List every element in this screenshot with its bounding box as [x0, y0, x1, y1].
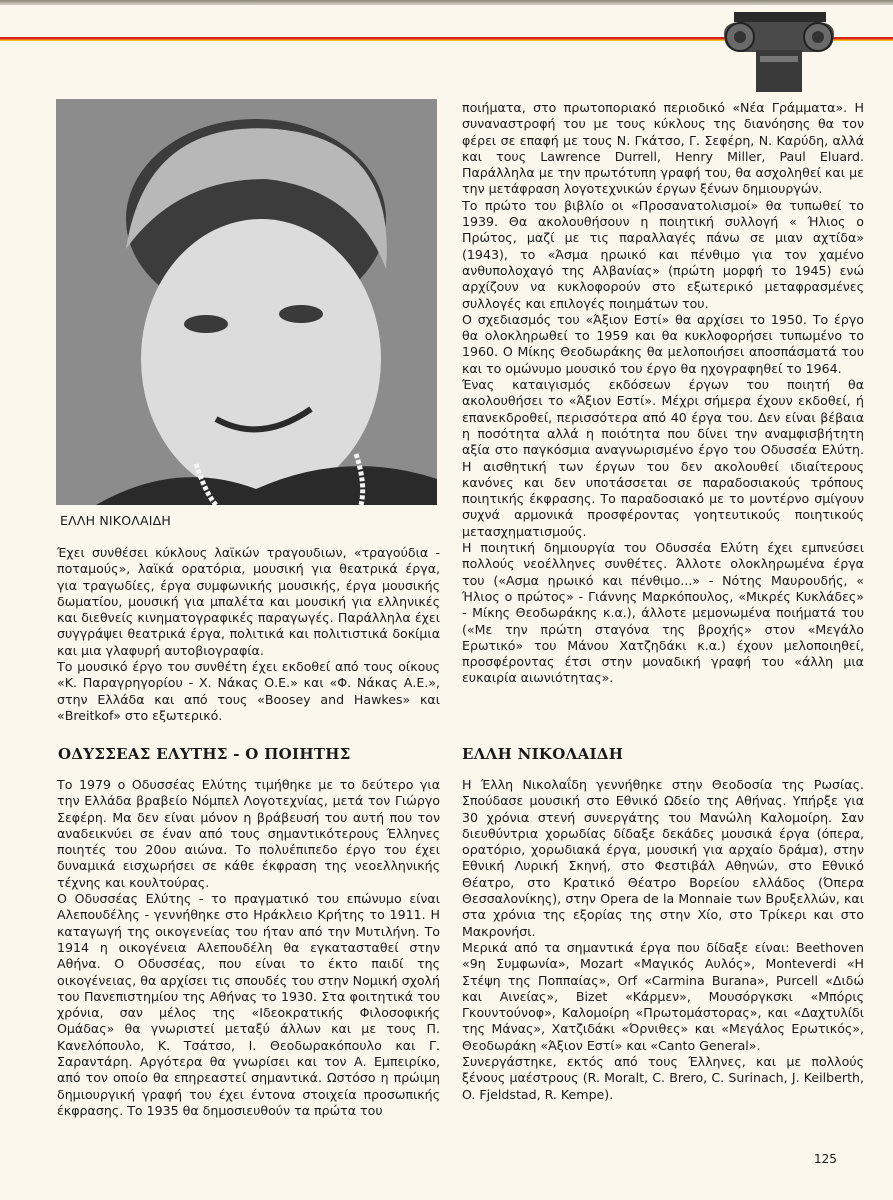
paragraph: Η Έλλη Νικολαΐδη γεννήθηκε στην Θεοδοσία της Ρωσίας. Σπούδασε μουσική στο Εθνικό Ωδείο της Αθήνας. Υπήρξε για 30 χρόνια στενή συνεργάτης του Μανώλη Καλομοίρη. Σαν διευθύντρια χορωδίας δίδαξε δεκάδες μουσικά έργα (όπερα, ορατόριο, χορωδιακά έργα, μουσική για αρχαίο δράμα), στην Εθνική Λυρική Σκηνή, στο Φεστιβάλ Αθηνών, στο Εθνικό Θέατρο, στο Κρατικό Θέατρο Βορείου ελλάδος (Όπερα Θεσσαλονίκης), στην Opera de la Monnaie των Βρυξελλών, και στα χρόνια της εξορίας της στην Χίο, στο Τρίκερι και στο Μακρονήσι. [462, 777, 864, 939]
paragraph: Το μουσικό έργο του συνθέτη έχει εκδοθεί από τους οίκους «Κ. Παραγρηγορίου - Χ. Νάκας Ο.Ε.» και «Φ. Νάκας Α.Ε.», στην Ελλάδα και από τους «Boosey and Hawkes» και «Breitkof» στο εξωτερικό. [57, 659, 440, 723]
paragraph: ποιήματα, στο πρωτοποριακό περιοδικό «Νέα Γράμματα». Η συναναστροφή του με τους κύκλους της διανόησης θα τον φέρει σε επαφή με τους Ν. Γκάτσο, Γ. Σεφέρη, Ν. Καρύδη, αλλά και τους Lawrence Durrell, Henry Miller, Paul Eluard. Παράλληλα με την πρωτότυπη γραφή του, θα ασχοληθεί και με την μετάφραση λογοτεχνικών έργων ξένων δημιουργών. [462, 100, 864, 197]
photo-caption: ΕΛΛΗ ΝΙΚΟΛΑΙΔΗ [60, 513, 171, 528]
paragraph: Έχει συνθέσει κύκλους λαϊκών τραγουδιων, «τραγούδια - ποταμούς», λαϊκά ορατόρια, μουσική για θεατρικά έργα, για τραγωδίες, έργα συμφωνικής μουσικής, έργα μουσικής δωματίου, μουσική για μπαλέτα και μουσική για ελληνικές και διεθνείς κινηματογραφικές παραγωγές. Παράλληλα έχει συγγράψει θεατρικά έργα, πολιτικά και πολιτιστικά δοκίμια και μια γλαφυρή αυτοβιογραφία. [57, 545, 440, 658]
section-heading-elytis: ΟΔΥΣΣΕΑΣ ΕΛΥΤΗΣ - Ο ΠΟΙΗΤΗΣ [58, 745, 351, 763]
paragraph: Ο Οδυσσέας Ελύτης - το πραγματικό του επώνυμο είναι Αλεπουδέλης - γεννήθηκε στο Ηράκλειο Κρήτης το 1911. Η καταγωγή της οικογενείας του ήταν από την Μυτιλήνη. Το 1914 η οικογένεια Αλεπουδέλη θα εγκατασταθεί στην Αθήνα. Ο Οδυσσέας, που είναι το έκτο παιδί της οικογένειας, θα αρχίσει τις σπουδές του στην Νομική σχολή του Πανεπιστημίου της Αθήνας το 1930. Στα φοιτητικά του χρόνια, σαν μέλος της «Ιδεοκρατικής Φιλοσοφικής Ομάδας» θα γνωριστεί μεταξύ άλλων και με τους Π. Κανελόπουλο, Κ. Τσάτσο, Ι. Θεοδωρακόπουλο και Γ. Σαραντάρη. Αργότερα θα γνωρίσει και τον Α. Εμπειρίκο, από τον οποίο θα επηρεαστεί σημαντικά. Ωστόσο η πρώιμη δημιουργική γραφή του έχει έντονα στοιχεία προσωπικής έκφρασης. Το 1935 θα δημοσιευθούν τα πρώτα του [57, 891, 440, 1118]
paragraph: Μερικά από τα σημαντικά έργα που δίδαξε είναι: Beethoven «9η Συμφωνία», Mozart «Μαγικός Αυλός», Monteverdi «Η Στέψη της Ποππαίας», Orf «Carmina Burana», Purcell «Διδώ και Αινείας», Bizet «Κάρμεν», Μουσόργκσκι «Μπόρις Γκουντούνοφ», Καλομοίρη «Πρωτομάστορας», και «Δαχτυλίδι της Μάνας», Χατζιδάκι «Όρνιθες» και «Μεγάλος Ερωτικός», Θεοδωράκη «Άξιον Εστί» και «Canto General». [462, 939, 864, 1053]
page-top-edge [0, 0, 893, 5]
ionic-column-capital-icon [720, 12, 838, 92]
right-continued-text [462, 100, 864, 687]
left-intro-text [57, 545, 440, 724]
paragraph: Ένας καταιγισμός εκδόσεων έργων του ποιητή θα ακολουθήσει το «Άξιον Εστί». Μέχρι σήμερα έχουν εκδοθεί, ή επανεκδροθεί, περισσότερα από 40 έργα του. Δεν είναι βέβαια η ποσότητα αλλά η ποιότητα που δίνει την αναμφισβήτητη αξία στο παγκόσμια αναγνωρισμένο έργο του Οδυσσέα Ελύτη. Η αισθητική των έργων του δεν ακολουθεί ιδιαίτερους κανόνες και δεν υποτάσσεται σε παραδοσιακούς τρόπους ποιητικής έκφρασης. Το παραδοσιακό με το μοντέρνο σμίγουν συχνά αρμονικά προσφέροντας γοητευτικούς ποιητικούς μετασχηματισμούς. [462, 377, 864, 539]
portrait-photo [56, 99, 437, 505]
right-section-text [462, 777, 864, 1103]
paragraph: Η ποιητική δημιουργία του Οδυσσέα Ελύτη έχει εμπνεύσει πολλούς νεοέλληνες συνθέτες. Άλλοτε ολοκληρωμένα έργα του («Ασμα ηρωικό και πένθιμο...» - Νότης Μαυρουδής, « Ήλιος ο πρώτος» - Γιάννης Μαρκόπουλος, «Μικρές Κυκλάδες» - Μίκης Θεοδωράκης κ.α.), άλλοτε μεμονωμένα ποιήματά του («Με την πρώτη σταγόνα της βροχής» στον «Μεγάλο Ερωτικό» του Μάνου Χατζηδάκι κ.α.) έχουν μελοποιηθεί, προσφέροντας έτσι στην μοναδική γραφή του «άλλη μια ευκαιρία αιωνιότητας». [462, 540, 864, 686]
paragraph: Ο σχεδιασμός του «Άξιον Εστί» θα αρχίσει το 1950. Το έργο θα ολοκληρωθεί το 1959 και θα κυκλοφορήσει τυπωμένο το 1960. Ο Μίκης Θεοδωράκης θα μελοποιήσει αποσπάσματά του και το ομώνυμο μουσικό του έργο θα ηχογραφηθεί το 1964. [462, 311, 864, 376]
left-section-text [57, 777, 440, 1119]
page-number: 125 [814, 1152, 837, 1166]
paragraph: Το πρώτο του βιβλίο οι «Προσανατολισμοί» θα τυπωθεί το 1939. Θα ακολουθήσουν η ποιητική συλλογή « Ήλιος ο Πρώτος, μαζί με τις παραλλαγές πάνω σε μιαν αχτίδα» (1943), το «Άσμα ηρωικό και πένθιμο για τον χαμένο ανθυπολοχαγό της Αλβανίας» (πρώτη μορφή το 1945) ενώ αρχίζουν να κυκλοφορούν στο εξωτερικό μεταφρασμένες συλλογές και επιλογές ποιημάτων του. [462, 197, 864, 311]
paragraph: Συνεργάστηκε, εκτός από τους Έλληνες, και με πολλούς ξένους μαέστρους (R. Moralt, C. Brero, C. Surinach, J. Keilberth, O. Fjeldstad, R. Kempe). [462, 1054, 864, 1102]
paragraph: Το 1979 ο Οδυσσέας Ελύτης τιμήθηκε με το δεύτερο για την Ελλάδα βραβείο Νόμπελ Λογοτεχνίας, μετά τον Γιώργο Σεφέρη. Μα δεν είναι μόνον η βράβευσή του αυτή που τον αναδεικνύει σε έναν από τους σημαντικότερους Έλληνες ποιητές του 20ου αιώνα. Το πολυέπιπεδο έργο του έχει δυναμικά εισχωρήσει σε κάθε έκφραση της νεοελληνικής τέχνης και κουλτούρας. [57, 777, 440, 890]
section-heading-nikolaidi: ΕΛΛΗ ΝΙΚΟΛΑΙΔΗ [462, 745, 624, 763]
